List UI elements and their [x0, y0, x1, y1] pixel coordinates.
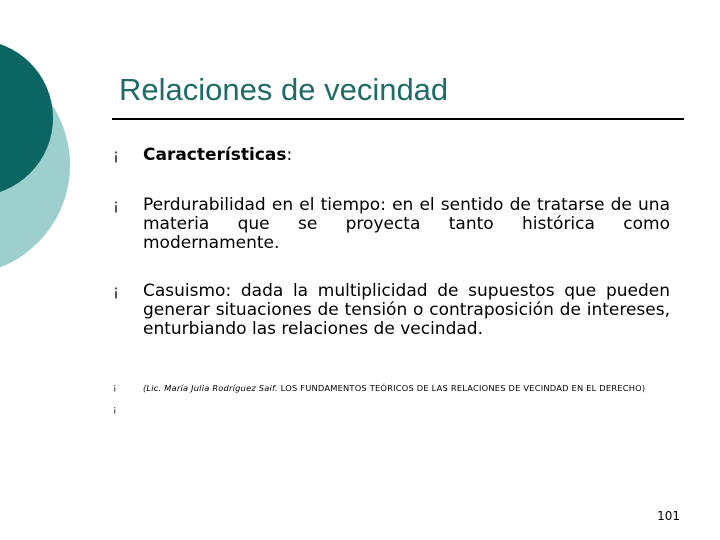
slide-title: Relaciones de vecindad [119, 72, 449, 107]
list-item-text: Casuismo: dada la multiplicidad de supuestos que pueden generar situaciones de tensión o contraposición de intereses, enturbiando las relaciones de vecindad. [143, 281, 670, 339]
list-item-text: Perdurabilidad en el tiempo: en el sentido de tratarse de una materia que se proyecta tanto histórica como modernamente. [143, 195, 670, 253]
bullet-icon: ¡ [113, 146, 120, 164]
citation-text [143, 383, 670, 393]
page-number: 101 [657, 509, 680, 523]
bullet-icon: ¡ [113, 196, 120, 214]
decorative-circles [0, 0, 110, 300]
citation-title: LOS FUNDAMENTOS TEÓRICOS DE LAS RELACIONES DE VECINDAD EN EL DERECHO) [277, 383, 646, 393]
label-suffix: : [286, 145, 293, 165]
bold-label: Características [143, 145, 287, 165]
bullet-icon: ¡ [113, 282, 120, 300]
list-item-text [143, 146, 670, 165]
citation-author: (Lic. María Julia Rodríguez Saif. [143, 383, 278, 393]
title-divider [112, 118, 684, 120]
bullet-icon: ¡ [113, 383, 117, 393]
bullet-icon: ¡ [113, 405, 117, 415]
